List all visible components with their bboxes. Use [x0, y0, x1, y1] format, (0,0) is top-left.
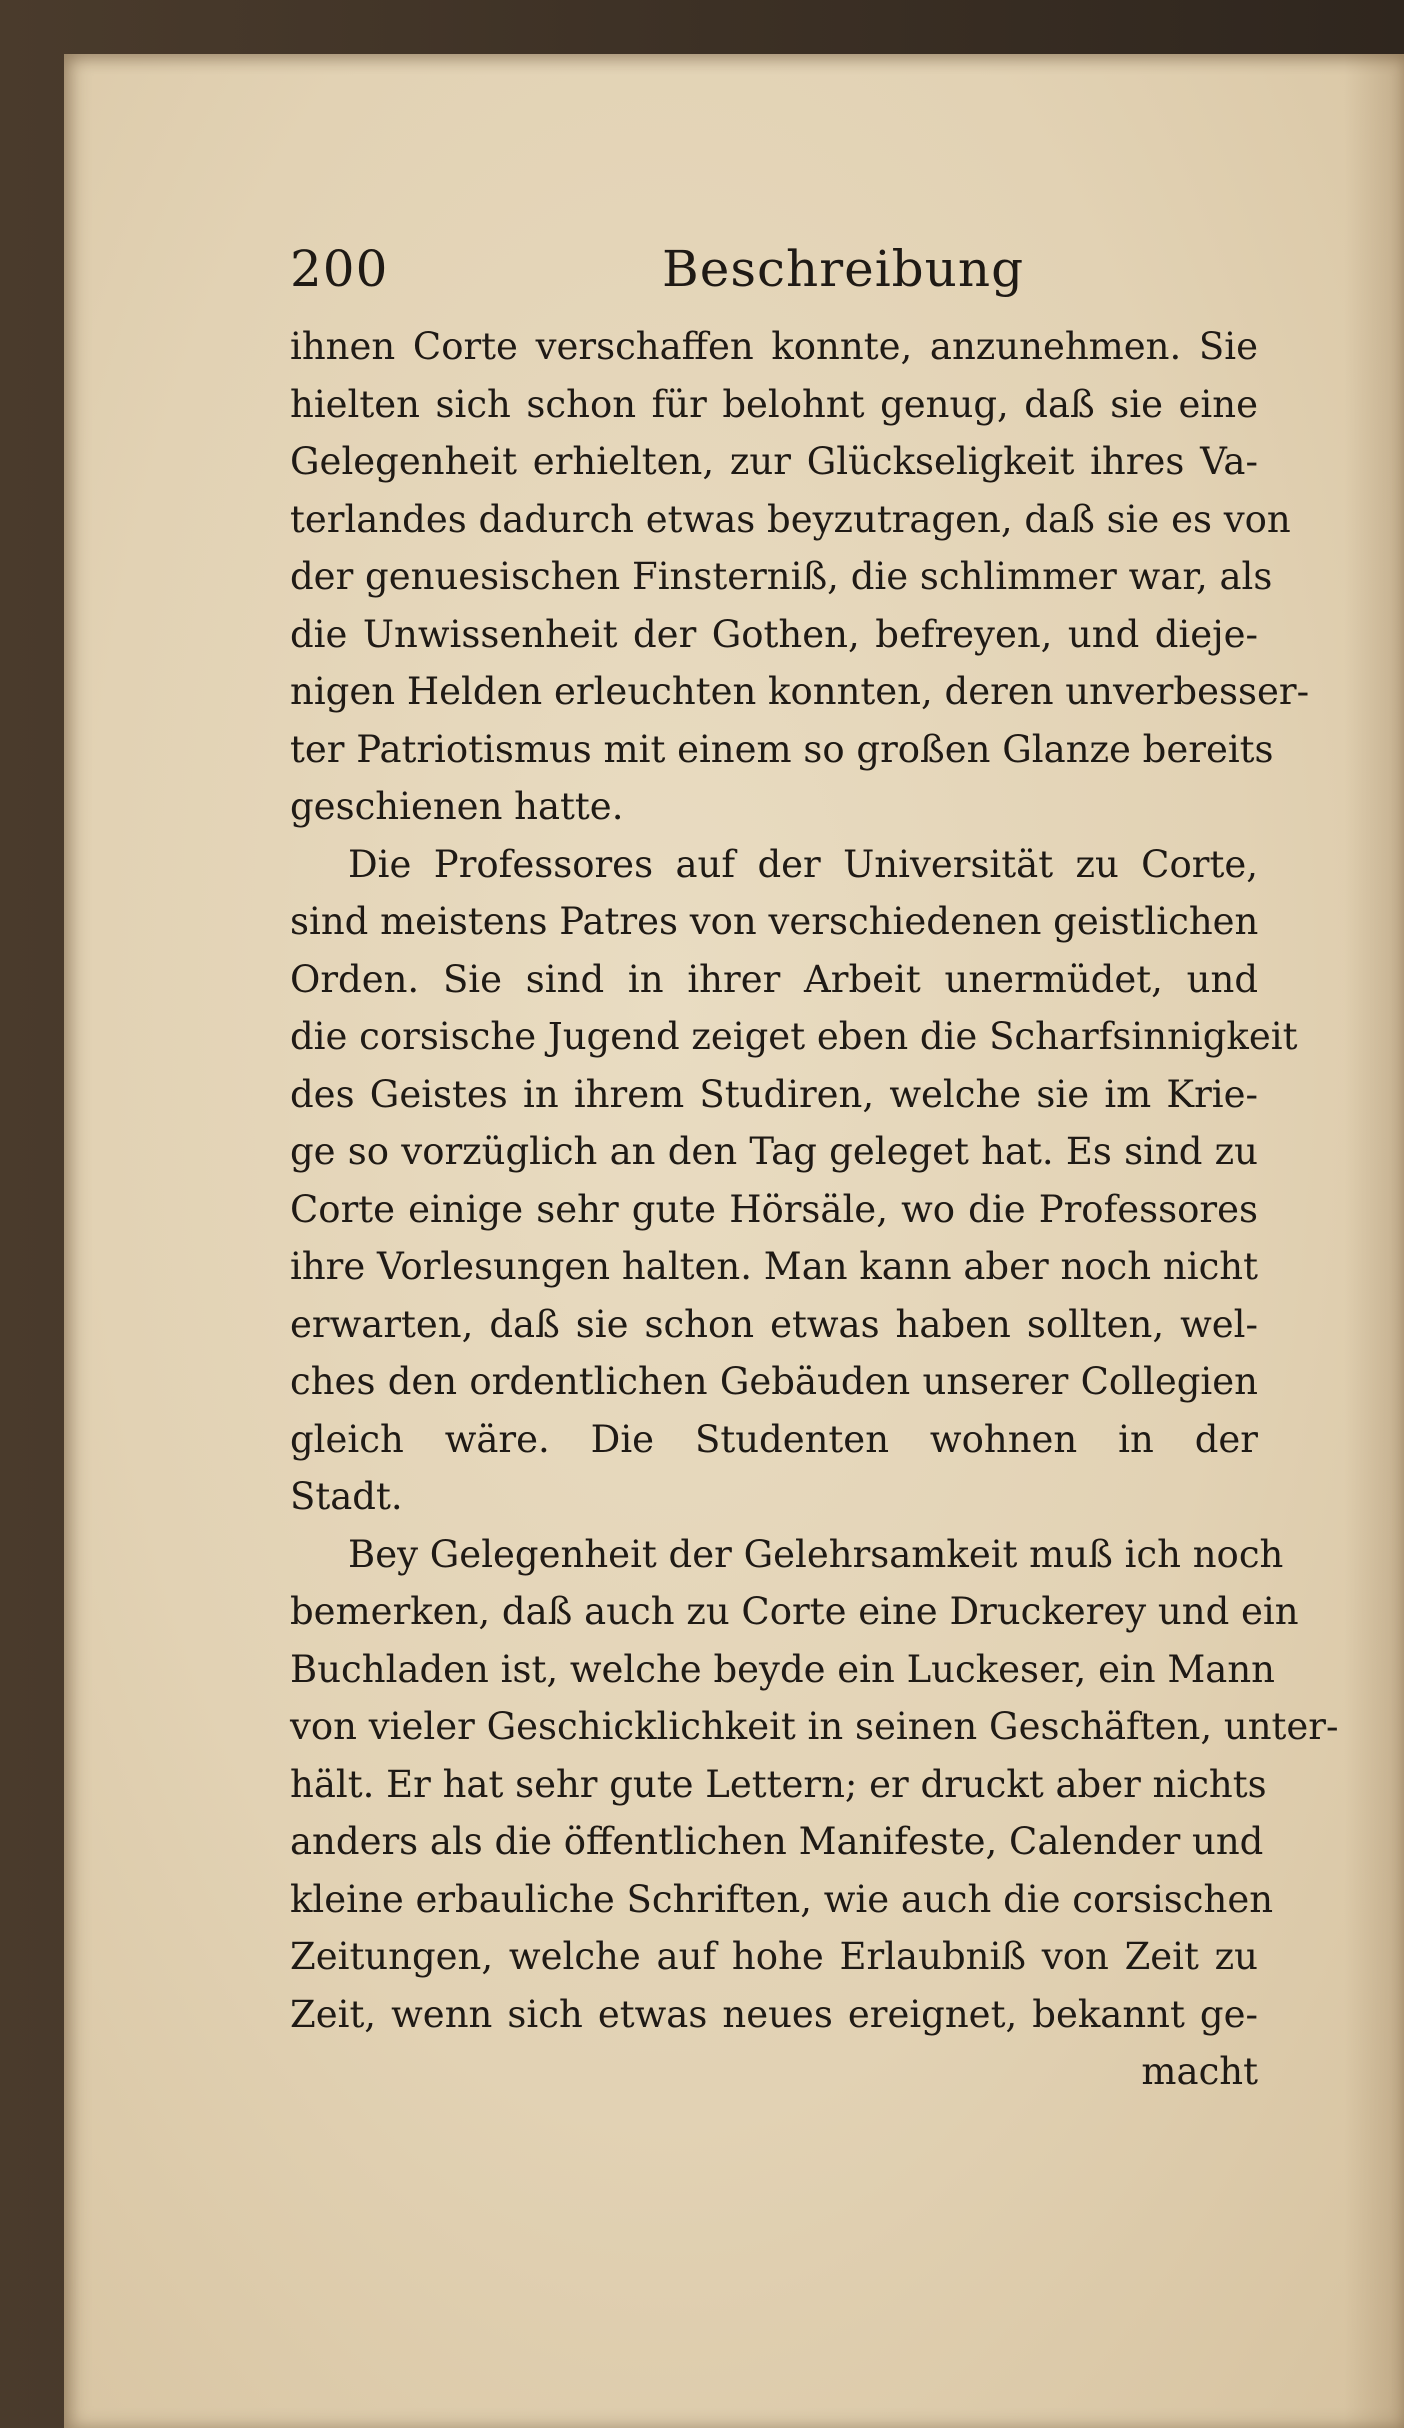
- text-line: hielten sich schon für belohnt genug, daß sie eine: [290, 382, 1258, 426]
- text-line: nigen Helden erleuchten konnten, deren unverbesser-: [290, 670, 1310, 713]
- paragraph-3: [290, 1526, 1339, 2044]
- text-line: ihnen Corte verschaffen konnte, anzunehmen. Sie: [290, 325, 1258, 368]
- text-line: terlandes dadurch etwas beyzutragen, daß sie es von: [290, 497, 1291, 541]
- text-line: ihre Vorlesungen halten. Man kann aber noch nicht: [290, 1245, 1258, 1288]
- text-line: geschienen hatte.: [290, 785, 624, 828]
- text-line: Gelegenheit erhielten, zur Glückseligkeit ihres Va-: [290, 440, 1258, 483]
- text-line: anders als die öffentlichen Manifeste, Calender und: [290, 1820, 1264, 1863]
- text-line: Bey Gelegenheit der Gelehrsamkeit muß ich noch: [348, 1532, 1284, 1576]
- text-line: gleich wäre. Die Studenten wohnen in der: [290, 1417, 1258, 1461]
- running-head: [290, 240, 1025, 310]
- page-body: [290, 318, 1339, 2101]
- text-line: der genuesischen Finsterniß, die schlimmer war, als: [290, 555, 1273, 598]
- text-line: Orden. Sie sind in ihrer Arbeit unermüdet, und: [290, 957, 1258, 1001]
- paragraph-2: [290, 836, 1298, 1526]
- text-line: die corsische Jugend zeiget eben die Scharfsinnigkeit: [290, 1015, 1298, 1058]
- text-line: Zeitungen, welche auf hohe Erlaubniß von Zeit zu: [290, 1935, 1258, 1978]
- text-line: ter Patriotismus mit einem so großen Glanze bereits: [290, 727, 1274, 771]
- page-edge-shadow: [1344, 54, 1404, 2428]
- text-line: ge so vorzüglich an den Tag geleget hat. Es sind zu: [290, 1130, 1258, 1173]
- text-line: die Unwissenheit der Gothen, befreyen, und dieje-: [290, 612, 1258, 656]
- text-line: ches den ordentlichen Gebäuden unserer Collegien: [290, 1360, 1258, 1403]
- paragraph-1: [290, 318, 1310, 836]
- text-line: kleine erbauliche Schriften, wie auch die corsischen: [290, 1877, 1274, 1921]
- text-line: Buchladen ist, welche beyde ein Luckeser, ein Mann: [290, 1647, 1275, 1691]
- text-line: Stadt.: [290, 1475, 403, 1518]
- text-line: von vieler Geschicklichkeit in seinen Geschäften, unter-: [290, 1705, 1339, 1748]
- text-line: Corte einige sehr gute Hörsäle, wo die Professores: [290, 1187, 1258, 1231]
- text-line: Zeit, wenn sich etwas neues ereignet, bekannt ge-: [290, 1992, 1258, 2036]
- text-line: erwarten, daß sie schon etwas haben sollten, wel-: [290, 1302, 1258, 1346]
- text-line: Die Professores auf der Universität zu Corte,: [348, 842, 1258, 886]
- text-line: hält. Er hat sehr gute Lettern; er druckt aber nichts: [290, 1762, 1267, 1806]
- text-line: des Geistes in ihrem Studiren, welche sie im Krie-: [290, 1072, 1258, 1116]
- catchword: macht: [1141, 2050, 1258, 2093]
- running-title: Beschreibung: [662, 240, 1025, 298]
- page-number: 200: [290, 240, 389, 298]
- text-line: bemerken, daß auch zu Corte eine Druckerey und ein: [290, 1590, 1299, 1633]
- text-line: sind meistens Patres von verschiedenen geistlichen: [290, 900, 1259, 943]
